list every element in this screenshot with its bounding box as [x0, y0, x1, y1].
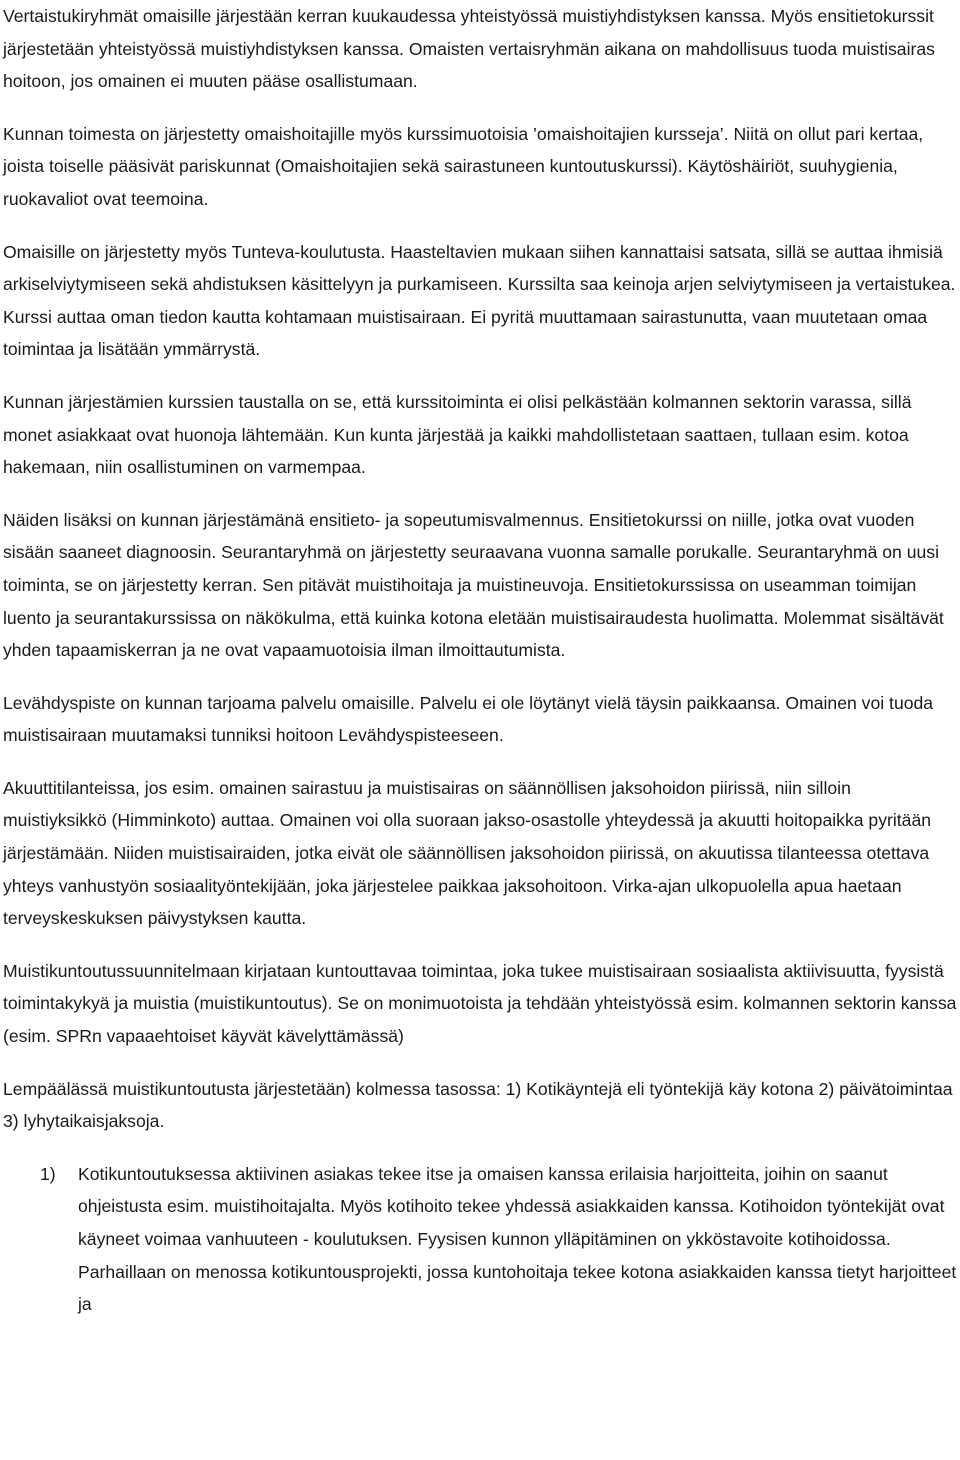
- list-item: [3, 1158, 957, 1321]
- paragraph-vertaistukiryhmat: Vertaistukiryhmät omaisille järjestään kerran kuukaudessa yhteistyössä muistiyhdistyksen kanssa. Myös ensitietokurssit järjestetään yhteistyössä muistiyhdistyksen kanssa. Omaisten vertaisryhmän aikana on mahdollisuus tuoda muistisairas hoitoon, jos omainen ei muuten pääse osallistumaan.: [3, 6, 935, 92]
- paragraph-omaishoitajien-kurssit: Kunnan toimesta on järjestetty omaishoitajille myös kurssimuotoisia ’omaishoitajien kursseja’. Niitä on ollut pari kertaa, joista toiselle pääsivät pariskunnat (Omaishoitajien sekä sairastuneen kuntoutuskurssi). Käytöshäiriöt, suuhygienia, ruokavaliot ovat teemoina.: [3, 123, 924, 209]
- paragraph-lempaala-tasot: Lempäälässä muistikuntoutusta järjestetään) kolmessa tasossa: 1) Kotikäyntejä eli työntekijä käy kotona 2) päivätoimintaa 3) lyhytaikaisjaksoja.: [3, 1078, 953, 1132]
- paragraph-muistikuntoutus: Muistikuntoutussuunnitelmaan kirjataan kuntouttavaa toimintaa, joka tukee muistisairaan sosiaalista aktiivisuutta, fyysistä toimintakykyä ja muistia (muistikuntoutus). Se on monimuotoista ja tehdään yhteistyössä esim. kolmannen sektorin kanssa (esim. SPRn vapaaehtoiset käyvät kävelyttämässä): [3, 960, 957, 1047]
- paragraph-akuuttitilanteet: Akuuttitilanteissa, jos esim. omainen sairastuu ja muistisairas on säännöllisen jaksohoidon piirissä, niin silloin muistiyksikkö (Himminkoto) auttaa. Omainen voi olla suoraan jakso-osastolle yhteydessä ja akuutti hoitopaikka pyritään järjestämään. Niiden muistisairaiden, jotka eivät ole säännöllisen jaksohoidon piirissä, on akuutissa tilanteessa otettava yhteys vanhustyön sosiaalityöntekijään, joka järjestelee paikkaa jaksohoitoon. Virka-ajan ulkopuolella apua haetaan terveyskeskuksen päivystyksen kautta.: [3, 777, 932, 929]
- paragraph-levahdyspiste: Levähdyspiste on kunnan tarjoama palvelu omaisille. Palvelu ei ole löytänyt vielä täysin paikkaansa. Omainen voi tuoda muistisairaan muutamaksi tunniksi hoitoon Levähdyspisteeseen.: [3, 692, 934, 746]
- list-marker: 1): [40, 1163, 56, 1184]
- paragraph-tunteva-koulutus: Omaisille on järjestetty myös Tunteva-koulutusta. Haasteltavien mukaan siihen kannattaisi satsata, sillä se auttaa ihmisiä arkiselviytymiseen sekä ahdistuksen käsittelyyn ja purkamiseen. Kurssilta saa keinoja arjen selviytymiseen ja vertaistukea. Kurssi auttaa oman tiedon kautta kohtamaan muistisairaan. Ei pyritä muuttamaan sairastunutta, vaan muutetaan omaa toimintaa ja lisätään ymmärrystä.: [3, 241, 956, 360]
- document-page: [3, 0, 957, 1321]
- list-item-text: Kotikuntoutuksessa aktiivinen asiakas tekee itse ja omaisen kanssa erilaisia harjoitteita, joihin on saanut ohjeistusta esim. muistihoitajalta. Myös kotihoito tekee yhdessä asiakkaiden kanssa. Kotihoidon työntekijät ovat käyneet voimaa vanhuuteen - koulutuksen. Fyysisen kunnon ylläpitäminen on ykköstavoite kotihoidossa. Parhaillaan on menossa kotikuntousprojekti, jossa kuntohoitaja tekee kotona asiakkaiden kanssa tietyt harjoitteet ja: [78, 1163, 957, 1315]
- paragraph-ensitieto: Näiden lisäksi on kunnan järjestämänä ensitieto- ja sopeutumisvalmennus. Ensitietokurssi on niille, jotka ovat vuoden sisään saaneet diagnoosin. Seurantaryhmä on järjestetty seuraavana vuonna samalle porukalle. Seurantaryhmä on uusi toiminta, se on järjestetty kerran. Sen pitävät muistihoitaja ja muistineuvoja. Ensitietokurssissa on useamman toimijan luento ja seurantakurssissa on näkökulma, että kuinka kotona eletään muistisairaudesta huolimatta. Molemmat sisältävät yhden tapaamiskerran ja ne ovat vapaamuotoisia ilman ilmoittautumista.: [3, 509, 944, 661]
- paragraph-kurssien-tausta: Kunnan järjestämien kurssien taustalla on se, että kurssitoiminta ei olisi pelkästään kolmannen sektorin varassa, sillä monet asiakkaat ovat huonoja lähtemään. Kun kunta järjestää ja kaikki mahdollistetaan saattaen, tullaan esim. kotoa hakemaan, niin osallistuminen on varmempaa.: [3, 391, 912, 478]
- numbered-list: [3, 1158, 957, 1321]
